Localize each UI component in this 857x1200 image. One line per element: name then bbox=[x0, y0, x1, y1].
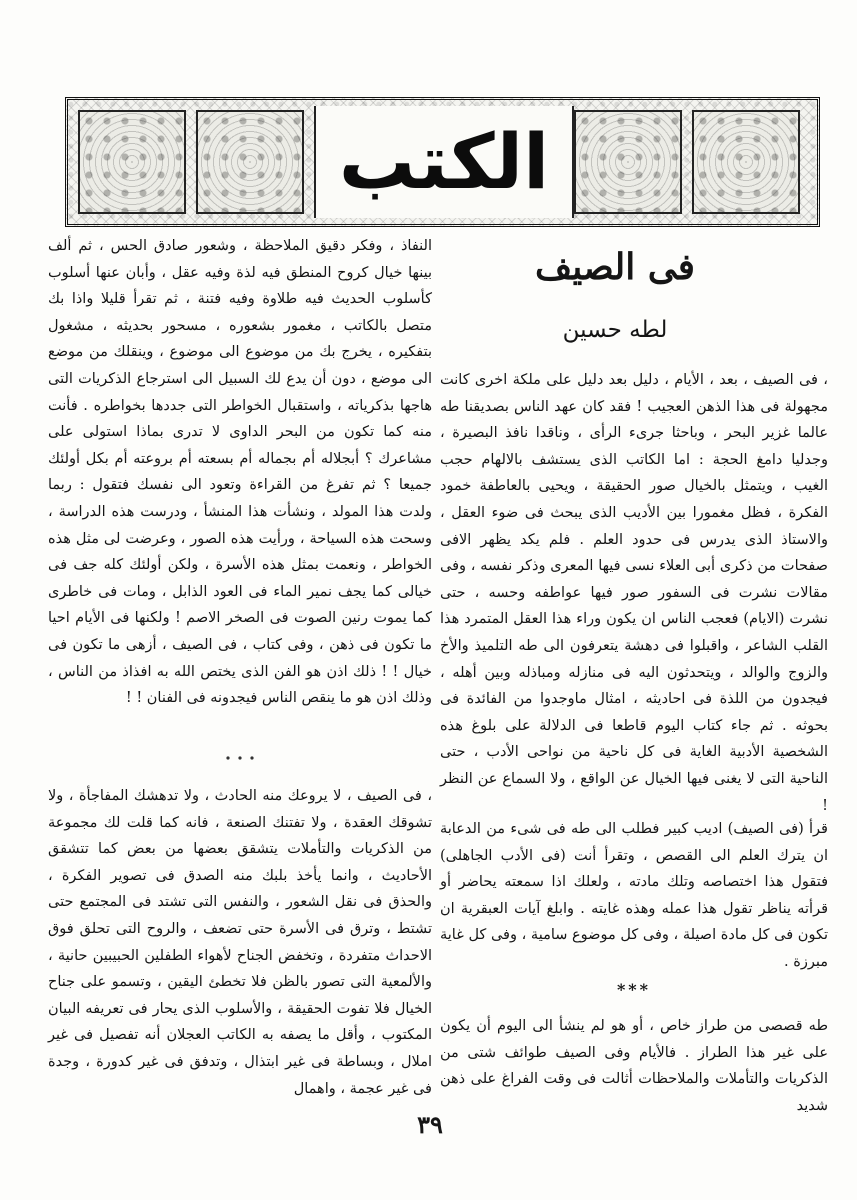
right-column-paragraph-1 bbox=[440, 367, 828, 819]
masthead-box bbox=[314, 106, 574, 218]
left-column-paragraph-1 bbox=[48, 233, 432, 712]
paragraph: قرأ (فى الصيف) اديب كبير فطلب الى طه فى شى‌ء من الدعابة ان يترك العلم الى القصص ، وتقرأ أنت (فى الأدب الجاهلى) فتقول هذا اختصاصه وتلك مادته ، ولعلك اذا سمعته يحاضر أو قرأته يناظر تقول هذا عمله وهذه غايته . وابلغ آيات العبقرية ان تكون فى كل مادة اصيلة ، وفى كل موضوع سامية ، وفى كل غاية مبرزة . bbox=[440, 821, 828, 970]
ornament-dots-icon bbox=[220, 753, 260, 763]
paragraph: ، فى الصيف ، بعد ، الأيام ، دليل بعد دليل على ملكة اخرى كانت مجهولة فى هذا الذهن العجيب ! فقد كان عهد الناس بصديقنا طه عالما غزير البحر ، وباحثا جرى‌ء الرأى ، وناقدا نافذ البصيرة ، وجدليا دامغ الحجة : اما الكاتب الذى يستشف بالالهام حجب الغيب ، ويتمثل بالخيال صور الحقيقة ، ويحيى بالعاطفة خمود الفكرة ، فظل مغمورا بين الأديب الذى يبحث فى ضوء العقل ، والاستاذ الذى يدرس فى حدود العلم . فلم يكد يظهر الافى صفحات من ذكرى أبى العلاء نسى فيها المعرى وذكر نفسه ، وفى مقالات نشرت فى السفور صور فيها عواطفه وحسه ، حتى نشرت (الايام) فعجب الناس ان يكون وراء هذا العقل المتمرد هذا القلب الشاعر ، واقبلوا فى دهشة يتعرفون الى طه التلميذ والأخ والزوج والوالد ، ويتحدثون اليه فى منازله ومباذله وبين أهله ، فيجدون من اللذة فى احاديثه ، امثال ماوجدوا من الفائدة فى بحوثه . ثم جاء كتاب اليوم قاطعا فى الدلالة على بلوغ هذه الشخصية الأدبية الغاية فى كل ناحية من نواحى الأدب ، حتى الناحية التى لا يغنى فيها الخيال عن الواقع ، ولا السماع عن النظر ! bbox=[440, 372, 828, 814]
ornament-panel bbox=[78, 110, 186, 214]
small-divider bbox=[48, 752, 432, 766]
header-banner bbox=[65, 97, 820, 227]
ornament-panel bbox=[196, 110, 304, 214]
paragraph: طه قصصى من طراز خاص ، أو هو لم ينشأ الى اليوم أن يكون على غير هذا الطراز . فالأيام وفى الصيف طوائف شتى من الذكريات والتأملات والملاحظات أثالت فى وقت الفراغ على ذهن شديد bbox=[440, 1018, 828, 1114]
article-author: لطه حسين bbox=[562, 317, 668, 343]
right-column-paragraph-3 bbox=[440, 1013, 828, 1119]
ornament-panel bbox=[692, 110, 800, 214]
paragraph: النفاذ ، وفكر دقيق الملاحظة ، وشعور صادق الحس ، ثم ألف بينها خيال كروح المنطق فيه لذة وفيه عقل ، وأبان عنها أسلوب كأسلوب الحديث فيه طلاوة وفيه فتنة ، ثم تقرأ قليلا واذا بك متصل بالكاتب ، مغمور بشعوره ، مسحور بحديثه ، مشغول بتفكيره ، يخرج بك من موضوع الى موضوع ، وينقلك من موضع الى موضع ، دون أن يدع لك السبيل الى استرجاع الذكريات التى هاجها بذكرياته ، واستقبال الخواطر التى جددها بخواطره . فأنت منه كما تكون من البحر الداوى لا تدرى بماذا استولى على مشاعرك ؟ أبجلاله أم بجماله أم بسعته أم بروعته أم بكل أولئك جميعا ؟ ثم تفرغ من القراءة وتعود الى نفسك فتقول : ربما ولدت هذا المولد ، ونشأت هذا المنشأ ، ودرست هذه الدراسة ، وسحت هذه السياحة ، ورأيت هذه الصور ، وعرضت لى مثل هذه الخواطر ، ونعمت بمثل هذه الأسرة ، ولكن أولئك كله جف فى خيالى كما يجف نمير الماء فى العود الذابل ، ومات فى خاطرى كما يموت رنين الصوت فى الصخر الاصم ! ولكنها فى الأيام احيا ما تكون فى ذهن ، وفى كتاب ، فى الصيف ، أزهى ما تكون فى خيال ! ! ذلك اذن هو الفن الذى يختص الله به افذاذ من الناس ، وذلك اذن هو ما ينقص الناس فيجدونه فى الفنان ! ! bbox=[48, 238, 432, 707]
masthead-title: الكتب bbox=[338, 117, 550, 206]
section-divider: *** bbox=[616, 980, 652, 999]
ornament-panel bbox=[574, 110, 682, 214]
paragraph: ، فى الصيف ، لا يروعك منه الحادث ، ولا تدهشك المفاجأة ، ولا تشوقك العقدة ، ولا تفتنك الصنعة ، فانه كما قلت لك مجموعة من الذكريات والتأملات يتشقق بعضها من بعض كما تتشقق الأحاديث ، وانما يأخذ بلبك منه الصدق فى تصوير الفكرة ، والحذق فى نقل الشعور ، والنفس التى تشتد فى المجتمع حتى تشتط ، وترق فى الأسرة حتى تضعف ، والروح التى تحلق فوق الاحداث متفردة ، وتخفض الجناح لأهواء الطفلين الحبيبين حانية ، والألمعية التى تصور بالظن فلا تخطئ اليقين ، وتسمو على جناح الخيال فلا تفوت الحقيقة ، والأسلوب الذى يحار فى تعريفه البيان المكتوب ، وأقل ما يصفه به الكاتب العجلان أنه تفصيل فى غير املال ، وبساطة فى غير ابتذال ، وتدفق فى غير كدورة ، وجدة فى غير عجمة ، واهمال bbox=[48, 788, 432, 1097]
left-column-paragraph-2 bbox=[48, 783, 432, 1102]
article-title: فى الصيف bbox=[534, 246, 696, 288]
page-number: ٣٩ bbox=[417, 1110, 443, 1139]
right-column-paragraph-2 bbox=[440, 816, 828, 976]
